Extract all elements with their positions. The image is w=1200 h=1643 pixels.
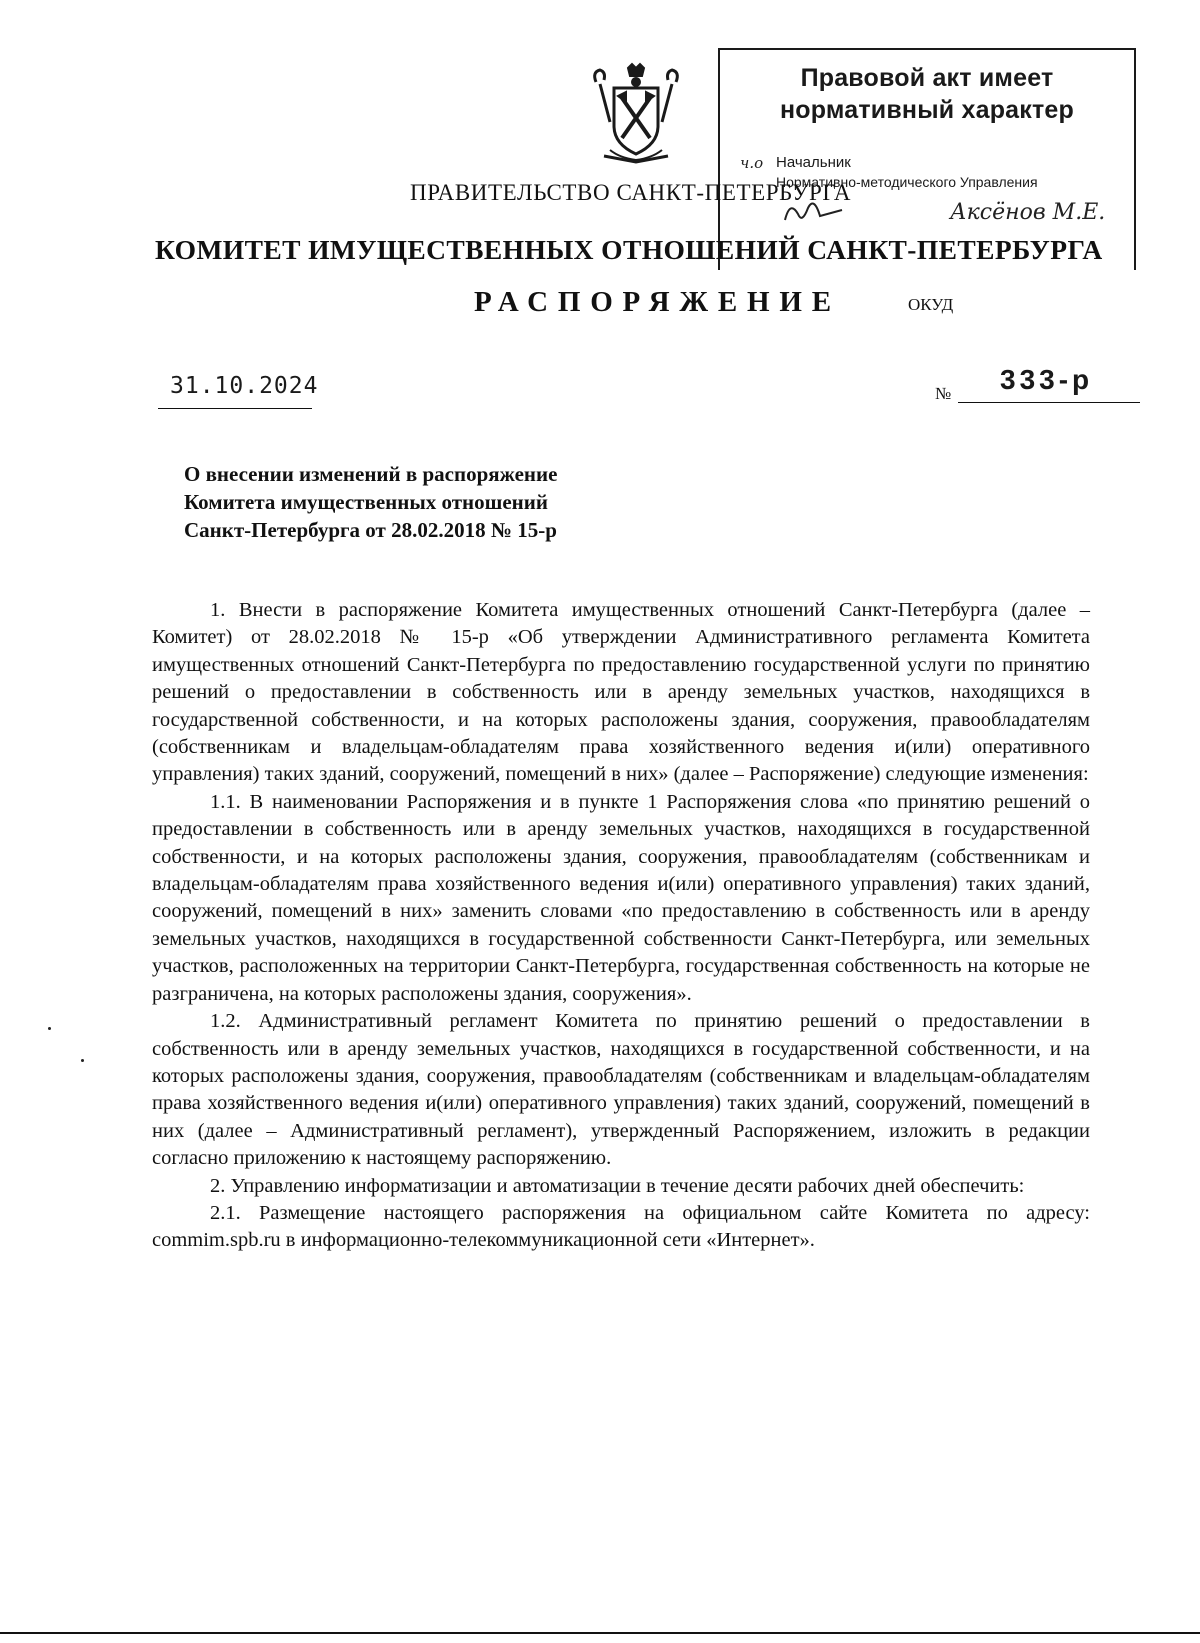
stamp-line-1: Правовой акт имеет	[800, 64, 1054, 92]
government-title: ПРАВИТЕЛЬСТВО САНКТ-ПЕТЕРБУРГА	[410, 180, 852, 205]
paragraph-1-2: 1.2. Административный регламент Комитета по принятию решений о предоставлении в собственность или в аренду земельных участков, находящихся в государственной собственности, и на которых расположены здания, сооружения, правообладателям (собственникам и владельцам-обладателям права хозяйственного ведения и(или) оперативного управления) таких зданий, сооружений, помещений в них (далее – Административный регламент), утвержденный Распоряжением, изложить в редакции согласно приложению к настоящему распоряжению.	[152, 1010, 1090, 1170]
document-type: РАСПОРЯЖЕНИЕ	[474, 286, 841, 318]
number-prefix: №	[935, 384, 952, 403]
page-bottom-rule	[0, 1632, 1200, 1634]
stamp-line-2: нормативный характер	[779, 96, 1075, 124]
stamp-department: Нормативно-методического Управления	[776, 174, 1038, 190]
document-subject	[184, 460, 557, 544]
document-date: 31.10.2024	[170, 373, 319, 399]
stamp-position: Начальник	[776, 154, 851, 171]
paragraph-1-1: 1.1. В наименовании Распоряжения и в пункте 1 Распоряжения слова «по принятию решений о предоставлении в собственность или в аренду земельных участков, находящихся в государственной собственности, и на которых расположены здания, сооружения, правообладателям (собственникам и владельцам-обладателям права хозяйственного ведения и(или) оперативного управления) таких зданий, сооружений, помещений в них» заменить словами «по предоставлению в собственность или в аренду земельных участков, находящихся в государственной собственности Санкт-Петербурга, или земельных участков, расположенных на территории Санкт-Петербурга, государственная собственность на которые не разграничена, на которых расположены здания, сооружения».	[152, 790, 1090, 1005]
paragraph-1: 1. Внести в распоряжение Комитета имущественных отношений Санкт-Петербурга (далее – Комитет) от 28.02.2018 № 15-р «Об утверждении Административного регламента Комитета имущественных отношений Санкт-Петербурга по предоставлению государственной услуги по принятию решений о предоставлении в собственность или в аренду земельных участков, находящихся в государственной собственности, и на которых расположены здания, сооружения, правообладателям (собственникам и владельцам-обладателям права хозяйственного ведения и(или) оперативного управления) таких зданий, сооружений, помещений в них» (далее – Распоряжение) следующие изменения:	[152, 599, 1090, 786]
document-body	[152, 597, 1090, 1255]
scan-speck	[48, 1027, 51, 1030]
stamp-position-prefix: ч.о	[740, 154, 764, 172]
coat-of-arms-icon	[590, 62, 682, 166]
committee-title: КОМИТЕТ ИМУЩЕСТВЕННЫХ ОТНОШЕНИЙ САНКТ-ПЕТЕРБУРГА	[155, 234, 1103, 265]
stamp-signer: Аксёнов М.Е.	[950, 200, 1106, 225]
subject-line-3: Санкт-Петербурга от 28.02.2018 № 15-р	[184, 518, 557, 542]
paragraph-2-1: 2.1. Размещение настоящего распоряжения на официальном сайте Комитета по адресу: commim.spb.ru в информационно-телекоммуникационной сети «Интернет».	[152, 1201, 1090, 1252]
okud-label: ОКУД	[908, 295, 954, 314]
number-underline	[958, 402, 1140, 403]
scan-speck	[81, 1059, 84, 1062]
subject-line-2: Комитета имущественных отношений	[184, 490, 548, 514]
subject-line-1: О внесении изменений в распоряжение	[184, 462, 558, 486]
paragraph-2: 2. Управлению информатизации и автоматизации в течение десяти рабочих дней обеспечить:	[210, 1174, 1025, 1197]
document-number: 333-р	[1000, 364, 1094, 395]
date-underline	[158, 408, 312, 409]
